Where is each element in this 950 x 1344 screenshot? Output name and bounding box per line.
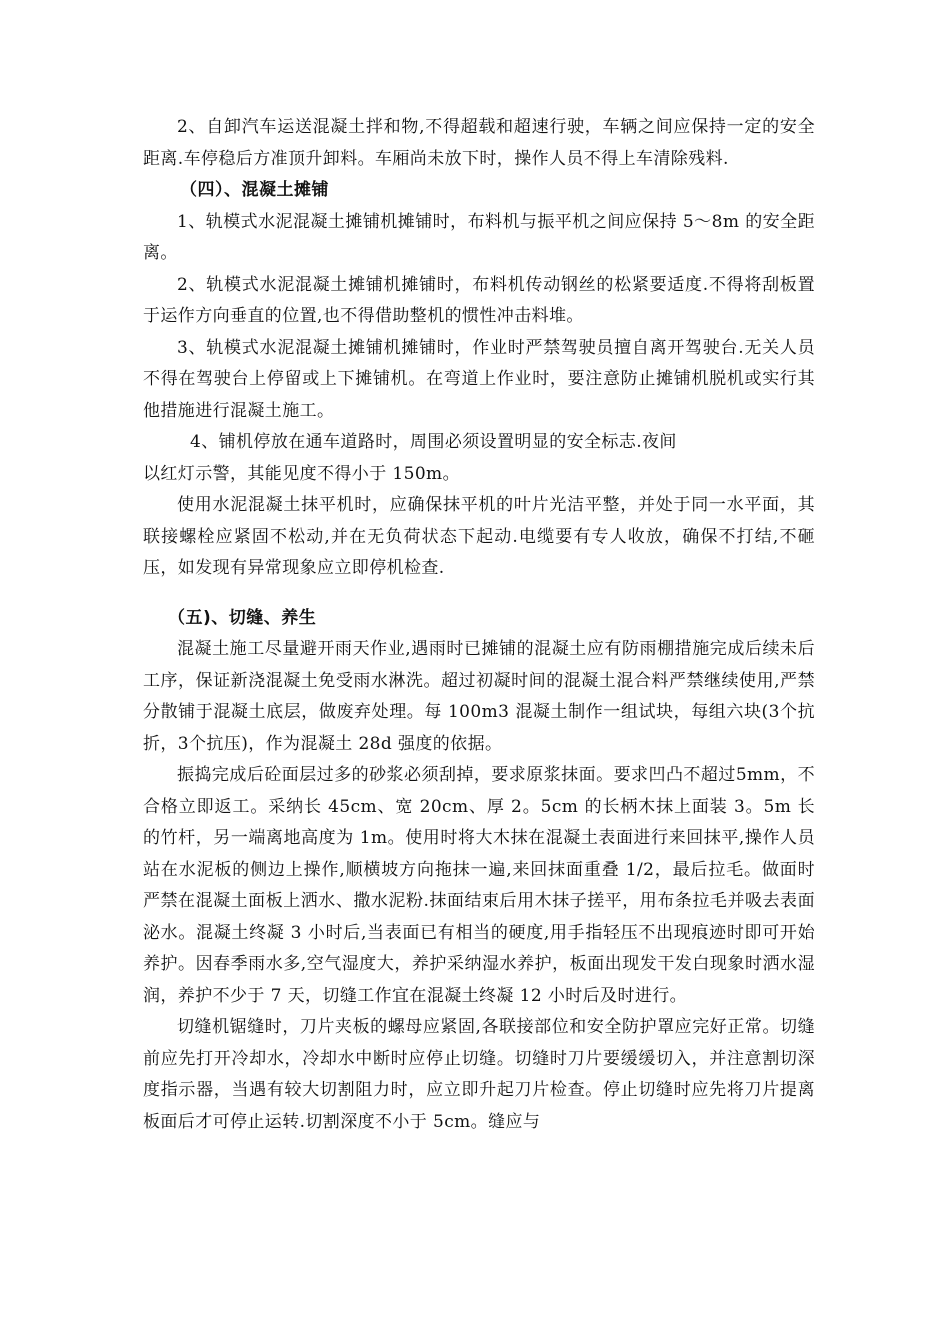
paragraph-paving-1: 1、轨模式水泥混凝土摊铺机摊铺时，布料机与振平机之间应保持 5～8m 的安全距离。	[143, 211, 815, 263]
document-body	[143, 112, 815, 1138]
paragraph-joint-cutting: 切缝机锯缝时，刀片夹板的螺母应紧固,各联接部位和安全防护罩应完好正常。切缝前应先打开冷却水，冷却水中断时应停止切缝。切缝时刀片要缓缓切入，并注意割切深度指示器，当遇有较大切割阻力时，应立即升起刀片检查。停止切缝时应先将刀片提离板面后才可停止运转.切割深度不小于 5cm。缝应与	[143, 1017, 815, 1132]
paragraph-trowel-machine: 使用水泥混凝土抹平机时，应确保抹平机的叶片光洁平整，并处于同一水平面，其联接螺栓应紧固不松动,并在无负荷状态下起动.电缆要有专人收放，确保不打结,不砸压，如发现有异常现象应立即停机检查.	[143, 495, 815, 578]
paragraph-paving-4-line2: 以红灯示警，其能见度不得小于 150m。	[143, 463, 460, 484]
section-heading-paving: （四）、混凝土摊铺	[180, 180, 329, 200]
paragraph-dump-truck: 2、自卸汽车运送混凝土拌和物,不得超载和超速行驶，车辆之间应保持一定的安全距离.车停稳后方准顶升卸料。车厢尚未放下时，操作人员不得上车清除残料.	[143, 117, 815, 169]
paragraph-paving-4-line1: 4、铺机停放在通车道路时，周围必须设置明显的安全标志.夜间	[190, 432, 677, 452]
paragraph-rain-work: 混凝土施工尽量避开雨天作业,遇雨时已摊铺的混凝土应有防雨棚措施完成后续未后工序，保证新浇混凝土免受雨水淋洗。超过初凝时间的混凝土混合料严禁继续使用,严禁分散铺于混凝土底层，做废弃处理。每 100m3 混凝土制作一组试块，每组六块(3个抗折，3个抗压)，作为混凝土 28d 强度的依据。	[143, 639, 815, 754]
paragraph-paving-3: 3、轨模式水泥混凝土摊铺机摊铺时，作业时严禁驾驶员擅自离开驾驶台.无关人员不得在驾驶台上停留或上下摊铺机。在弯道上作业时，要注意防止摊铺机脱机或实行其他措施进行混凝土施工。	[143, 337, 815, 421]
paragraph-paving-2: 2、轨模式水泥混凝土摊铺机摊铺时，布料机传动钢丝的松紧要适度.不得将刮板置于运作方向垂直的位置,也不得借助整机的惯性冲击料堆。	[143, 274, 815, 326]
section-heading-cutting-curing: （五)、切缝、养生	[168, 607, 317, 628]
paragraph-finishing: 振捣完成后砼面层过多的砂浆必须刮掉，要求原浆抹面。要求凹凸不超过5mm，不合格立即返工。采纳长 45cm、宽 20cm、厚 2。5cm 的长柄木抹上面装 3。5m 长的竹杆，另一端离地高度为 1m。使用时将大木抹在混凝土表面进行来回抹平,操作人员站在水泥板的侧边上操作,顺横坡方向拖抹一遍,来回抹面重叠 1/2，最后拉毛。做面时严禁在混凝土面板上洒水、撒水泥粉.抹面结束后用木抹子搓平，用布条拉毛并吸去表面泌水。混凝土终凝 3 小时后,当表面已有相当的硬度,用手指轻压不出现痕迹时即可开始养护。因春季雨水多,空气湿度大，养护采纳湿水养护，板面出现发干发白现象时洒水湿润，养护不少于 7 天，切缝工作宜在混凝土终凝 12 小时后及时进行。	[143, 765, 815, 1006]
